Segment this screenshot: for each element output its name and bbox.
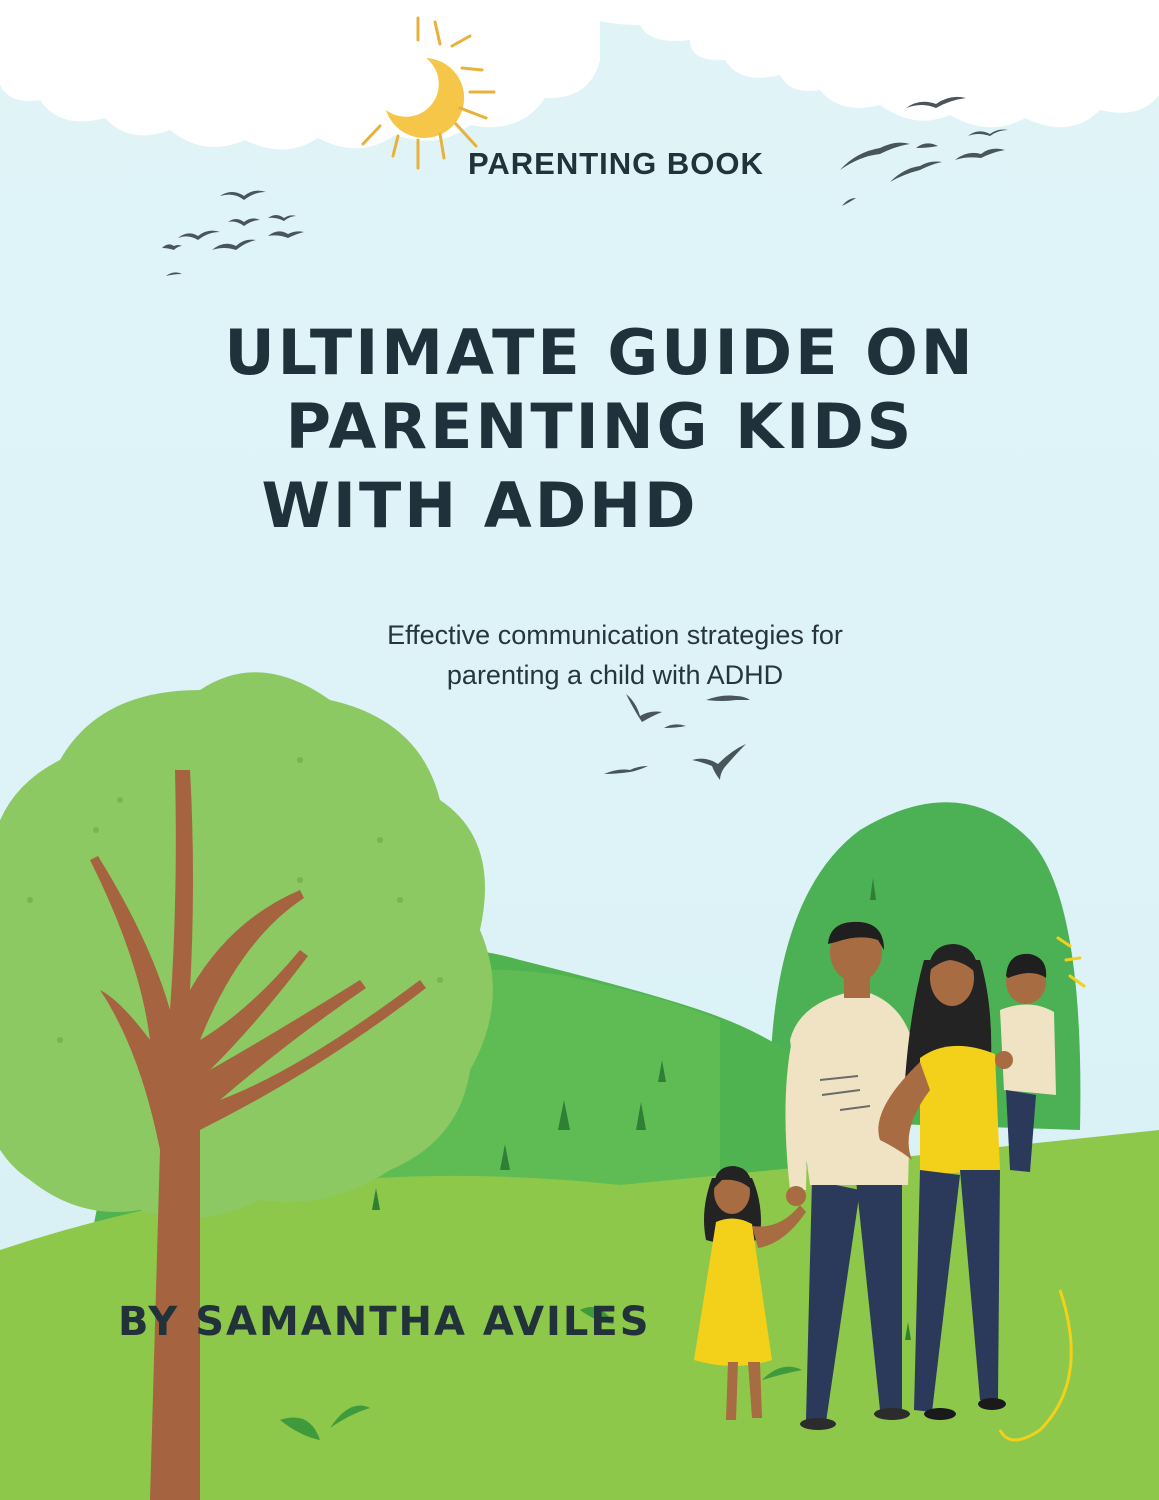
subtitle-line-2: parenting a child with ADHD [446,660,784,690]
cloud-left [0,0,600,150]
cloud-right [560,0,1159,127]
book-kicker: PARENTING BOOK [468,146,764,181]
title-line-1: ULTIMATE GUIDE ON [224,316,976,389]
title-line-2: PARENTING KIDS [285,390,915,463]
clouds [0,0,1159,150]
title-line-3: WITH ADHD [261,469,699,542]
subtitle-line-1: Effective communication strategies for [387,620,843,650]
author-byline: BY SAMANTHA AVILES [118,1299,651,1345]
